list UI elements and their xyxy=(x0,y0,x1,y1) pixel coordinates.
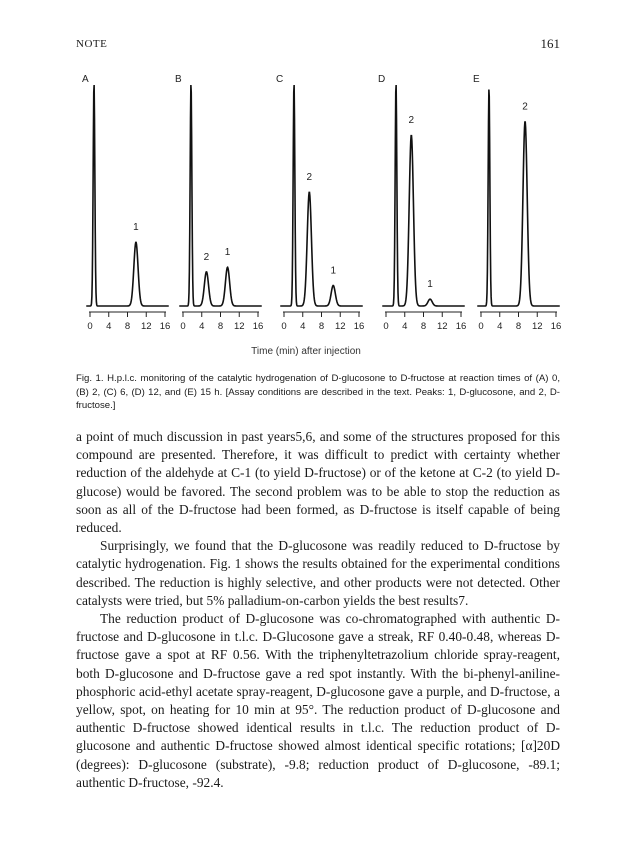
peak-label: 2 xyxy=(306,172,313,183)
paragraph: The reduction product of D-glucosone was co-chromatographed with authentic D-fructose and D-glucosone in t.l.c. D-Glucosone gave a streak, RF 0.40-0.48, whereas D-fructose gave a spot at RF 0.56. With the triphenyltetrazolium chloride spray-reagent, both D-glucosone and D-fructose gave a red spot instantly. With the bi-phenyl-aniline-phosphoric acid-ethyl acetate spray-reagent, D-glucosone gave a purple, and D-fructose, a yellow, spot, on heating for 10 min at 95°. The reduction product of D-glucosone and authentic D-fructose showed identical results in t.l.c. The reduction product of D-glucosone and authentic D-fructose showed almost identical specific rotations; [α]20D (degrees): D-glucosone (substrate), -9.8; reduction product of D-glucosone, -89.1; authentic D-fructose, -92.4. xyxy=(76,611,560,790)
x-tick-label: 0 xyxy=(281,321,287,332)
chromatogram-trace-a xyxy=(86,85,169,306)
chromatogram-trace-d xyxy=(382,85,465,306)
x-tick-label: 8 xyxy=(318,321,325,332)
x-tick-label: 16 xyxy=(252,321,264,332)
x-tick-label: 0 xyxy=(180,321,186,332)
chromatogram-trace-c xyxy=(280,85,363,306)
x-tick-label: 16 xyxy=(550,321,562,332)
panel-label: B xyxy=(175,74,182,85)
x-tick-label: 12 xyxy=(140,321,152,332)
x-tick-label: 12 xyxy=(436,321,448,332)
peak-label: 1 xyxy=(224,247,231,259)
panel-label: D xyxy=(378,74,386,85)
x-tick-label: 0 xyxy=(478,321,484,332)
chromatogram-trace-e xyxy=(477,90,560,306)
running-head: NOTE xyxy=(76,38,108,50)
chromatogram-svg xyxy=(76,70,568,360)
x-tick-label: 12 xyxy=(233,321,245,332)
panel-label: E xyxy=(473,74,480,85)
x-tick-label: 12 xyxy=(531,321,543,332)
panel-label: C xyxy=(276,74,284,85)
x-tick-label: 4 xyxy=(106,321,112,332)
page-header xyxy=(76,38,560,54)
page-number: 161 xyxy=(540,36,560,51)
chromatogram-figure xyxy=(76,70,568,360)
x-axis-label: Time (min) after injection xyxy=(251,346,361,357)
x-tick-label: 16 xyxy=(353,321,365,332)
body-text xyxy=(76,428,560,792)
peak-label: 1 xyxy=(133,222,139,234)
x-tick-label: 16 xyxy=(159,321,171,332)
x-tick-label: 16 xyxy=(455,321,467,332)
x-tick-label: 8 xyxy=(420,321,427,332)
x-tick-label: 12 xyxy=(334,321,346,332)
paragraph: a point of much discussion in past years5,6, and some of the structures proposed for this compound are presented. Therefore, it was difficult to predict with certainty whether reduction of the aldehyde at C-1 (to yield D-fructose) or of the ketone at C-2 (to yield D-glucose) would be favored. The second problem was to be able to stop the reduction as soon as all of the D-fructose had been formed, as D-fructose is itself capable of being reduced. xyxy=(76,429,560,536)
x-tick-label: 4 xyxy=(199,321,205,332)
x-tick-label: 0 xyxy=(383,321,389,332)
peak-label: 1 xyxy=(330,265,336,277)
x-tick-label: 4 xyxy=(402,321,408,332)
paragraph: Surprisingly, we found that the D-glucosone was readily reduced to D-fructose by catalytic hydrogenation. Fig. 1 shows the results obtained for the experimental conditions described. The reduction is highly selective, and other products were not detected. Other catalysts were tried, but 5% palladium-on-carbon yields the best results7. xyxy=(76,538,560,608)
peak-label: 2 xyxy=(203,251,210,263)
x-tick-label: 4 xyxy=(497,321,503,332)
panel-label: A xyxy=(82,74,89,85)
peak-label: 1 xyxy=(427,279,433,291)
x-tick-label: 8 xyxy=(217,321,224,332)
peak-label: 2 xyxy=(408,115,415,126)
figure-caption: Fig. 1. H.p.l.c. monitoring of the catalytic hydrogenation of D-glucosone to D-fructose at reaction times of (A) 0, (B) 2, (C) 6, (D) 12, and (E) 15 h. [Assay conditions are described in the text. Peaks: 1, D-glucosone, and 2, D-fructose.] xyxy=(76,373,560,411)
x-tick-label: 0 xyxy=(87,321,93,332)
x-tick-label: 4 xyxy=(300,321,306,332)
chromatogram-trace-b xyxy=(179,85,262,306)
peak-label: 2 xyxy=(522,101,528,113)
x-tick-label: 8 xyxy=(515,321,522,332)
x-tick-label: 8 xyxy=(124,321,131,332)
